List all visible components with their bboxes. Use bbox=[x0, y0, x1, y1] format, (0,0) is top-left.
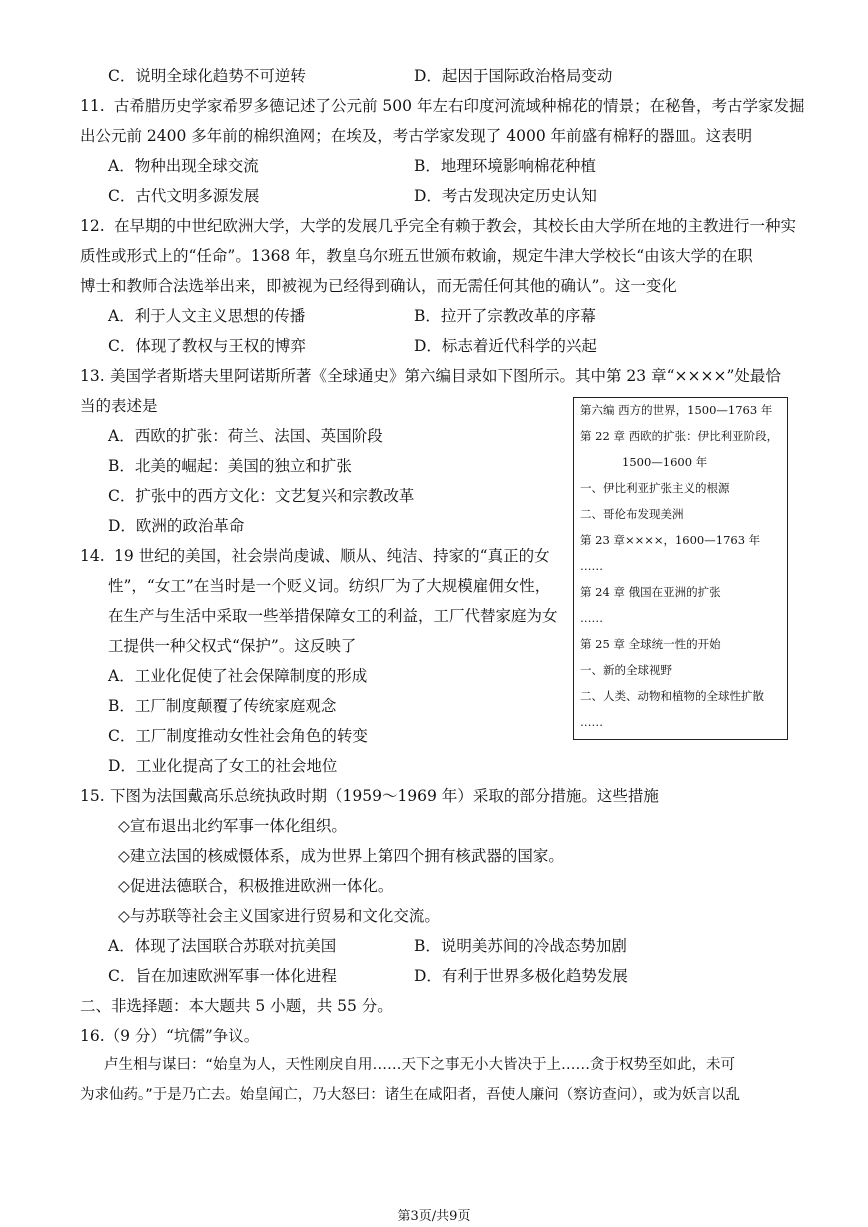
q11-number: 11. bbox=[80, 97, 105, 115]
toc-line: …… bbox=[580, 559, 603, 573]
toc-line: 第六编 西方的世界，1500—1763 年 bbox=[580, 403, 773, 417]
q16-passage-line-1: 卢生相与谋曰：“始皇为人，天性刚戾自用……天下之事无小大皆决于上……贪于权势至如此，未可 bbox=[104, 1057, 736, 1073]
toc-line: 第 23 章××××，1600—1763 年 bbox=[580, 533, 761, 547]
q11-option-a: A．物种出现全球交流 bbox=[108, 157, 259, 175]
q16-passage-line-2: 为求仙药。”于是乃亡去。始皇闻亡，乃大怒曰：诸生在咸阳者，吾使人廉问（察访查问），或为妖言以乱 bbox=[80, 1087, 741, 1103]
q13-stem-line-1: 美国学者斯塔夫里阿诺斯所著《全球通史》第六编目录如下图所示。其中第 23 章“××××”处最恰 bbox=[110, 367, 781, 385]
q15-measure: ◇促进法德联合，积极推进欧洲一体化。 bbox=[118, 877, 394, 895]
q11-option-b: B．地理环境影响棉花种植 bbox=[414, 157, 596, 175]
q11-option-d: D．考古发现决定历史认知 bbox=[414, 187, 597, 205]
toc-line: …… bbox=[580, 611, 603, 625]
q13-number: 13. bbox=[80, 367, 105, 385]
toc-line: 一、新的全球视野 bbox=[580, 663, 672, 677]
q12-stem-line-2: 质性或形式上的“任命”。1368 年，教皇乌尔班五世颁布敕谕，规定牛津大学校长“由该大学的在职 bbox=[80, 247, 753, 265]
q15-option-a: A．体现了法国联合苏联对抗美国 bbox=[108, 937, 337, 955]
q10-option-c: C．说明全球化趋势不可逆转 bbox=[108, 67, 306, 85]
toc-line: …… bbox=[580, 715, 603, 729]
q14-option-b: B．工厂制度颠覆了传统家庭观念 bbox=[108, 697, 337, 715]
q12-option-b: B．拉开了宗教改革的序幕 bbox=[414, 307, 596, 325]
q15-measure: ◇建立法国的核威慑体系，成为世界上第四个拥有核武器的国家。 bbox=[118, 847, 564, 865]
q11-option-c: C．古代文明多源发展 bbox=[108, 187, 260, 205]
q13-option-a: A．西欧的扩张：荷兰、法国、英国阶段 bbox=[108, 427, 383, 445]
q14-stem-line-2: 性”，“女工”在当时是一个贬义词。纺织厂为了大规模雇佣女性， bbox=[108, 577, 551, 595]
toc-line: 二、哥伦布发现美洲 bbox=[580, 507, 684, 521]
q12-stem-line-3: 博士和教师合法选举出来，即被视为已经得到确认，而无需任何其他的确认”。这一变化 bbox=[80, 277, 677, 295]
q15-measure: ◇宣布退出北约军事一体化组织。 bbox=[118, 817, 347, 835]
q15-option-d: D．有利于世界多极化趋势发展 bbox=[414, 967, 628, 985]
q15-stem-line-1: 下图为法国戴高乐总统执政时期（1959～1969 年）采取的部分措施。这些措施 bbox=[110, 787, 659, 805]
q14-stem-line-3: 在生产与生活中采取一些举措保障女工的利益，工厂代替家庭为女 bbox=[108, 607, 558, 625]
q12-option-c: C．体现了教权与王权的博弈 bbox=[108, 337, 306, 355]
q14-stem-line-1: 19 世纪的美国，社会崇尚虔诚、顺从、纯洁、持家的“真正的女 bbox=[114, 547, 550, 565]
toc-line: 第 24 章 俄国在亚洲的扩张 bbox=[580, 585, 721, 599]
q14-option-d: D．工业化提高了女工的社会地位 bbox=[108, 757, 338, 775]
q15-measure: ◇与苏联等社会主义国家进行贸易和文化交流。 bbox=[118, 907, 440, 925]
q12-option-a: A．利于人文主义思想的传播 bbox=[108, 307, 306, 325]
q14-option-c: C．工厂制度推动女性社会角色的转变 bbox=[108, 727, 368, 745]
page-number-footer: 第3页/共9页 bbox=[397, 1209, 471, 1224]
q14-stem-line-4: 工提供一种父权式“保护”。这反映了 bbox=[108, 637, 357, 655]
q13-option-b: B．北美的崛起：美国的独立和扩张 bbox=[108, 457, 352, 475]
q14-number: 14. bbox=[80, 547, 105, 565]
q16-header: 16.（9 分）“坑儒”争议。 bbox=[80, 1027, 260, 1045]
toc-line: 二、人类、动物和植物的全球性扩散 bbox=[580, 689, 764, 703]
q13-option-c: C．扩张中的西方文化：文艺复兴和宗教改革 bbox=[108, 487, 415, 505]
q13-option-d: D．欧洲的政治革命 bbox=[108, 517, 245, 535]
q15-number: 15. bbox=[80, 787, 105, 805]
toc-line: 1500—1600 年 bbox=[622, 455, 708, 469]
q12-number: 12. bbox=[80, 217, 105, 235]
q15-option-c: C．旨在加速欧洲军事一体化进程 bbox=[108, 967, 337, 985]
q13-stem-line-2: 当的表述是 bbox=[80, 397, 158, 415]
q11-stem-line-2: 出公元前 2400 多年前的棉织渔网；在埃及，考古学家发现了 4000 年前盛有棉籽的器皿。这表明 bbox=[80, 127, 753, 145]
q12-option-d: D．标志着近代科学的兴起 bbox=[414, 337, 597, 355]
q14-option-a: A．工业化促使了社会保障制度的形成 bbox=[108, 667, 368, 685]
toc-line: 第 22 章 西欧的扩张：伊比利亚阶段， bbox=[580, 429, 779, 443]
q15-option-b: B．说明美苏间的冷战态势加剧 bbox=[414, 937, 627, 955]
q12-stem-line-1: 在早期的中世纪欧洲大学，大学的发展几乎完全有赖于教会，其校长由大学所在地的主教进行一种实 bbox=[114, 217, 797, 235]
q11-stem-line-1: 古希腊历史学家希罗多德记述了公元前 500 年左右印度河流域种棉花的情景；在秘鲁，考古学家发掘 bbox=[114, 97, 805, 115]
toc-figure-box bbox=[573, 397, 788, 740]
q10-option-d: D．起因于国际政治格局变动 bbox=[414, 67, 613, 85]
section-heading: 二、非选择题：本大题共 5 小题，共 55 分。 bbox=[80, 997, 393, 1015]
toc-line: 第 25 章 全球统一性的开始 bbox=[580, 637, 721, 651]
toc-line: 一、伊比利亚扩张主义的根源 bbox=[580, 481, 730, 495]
